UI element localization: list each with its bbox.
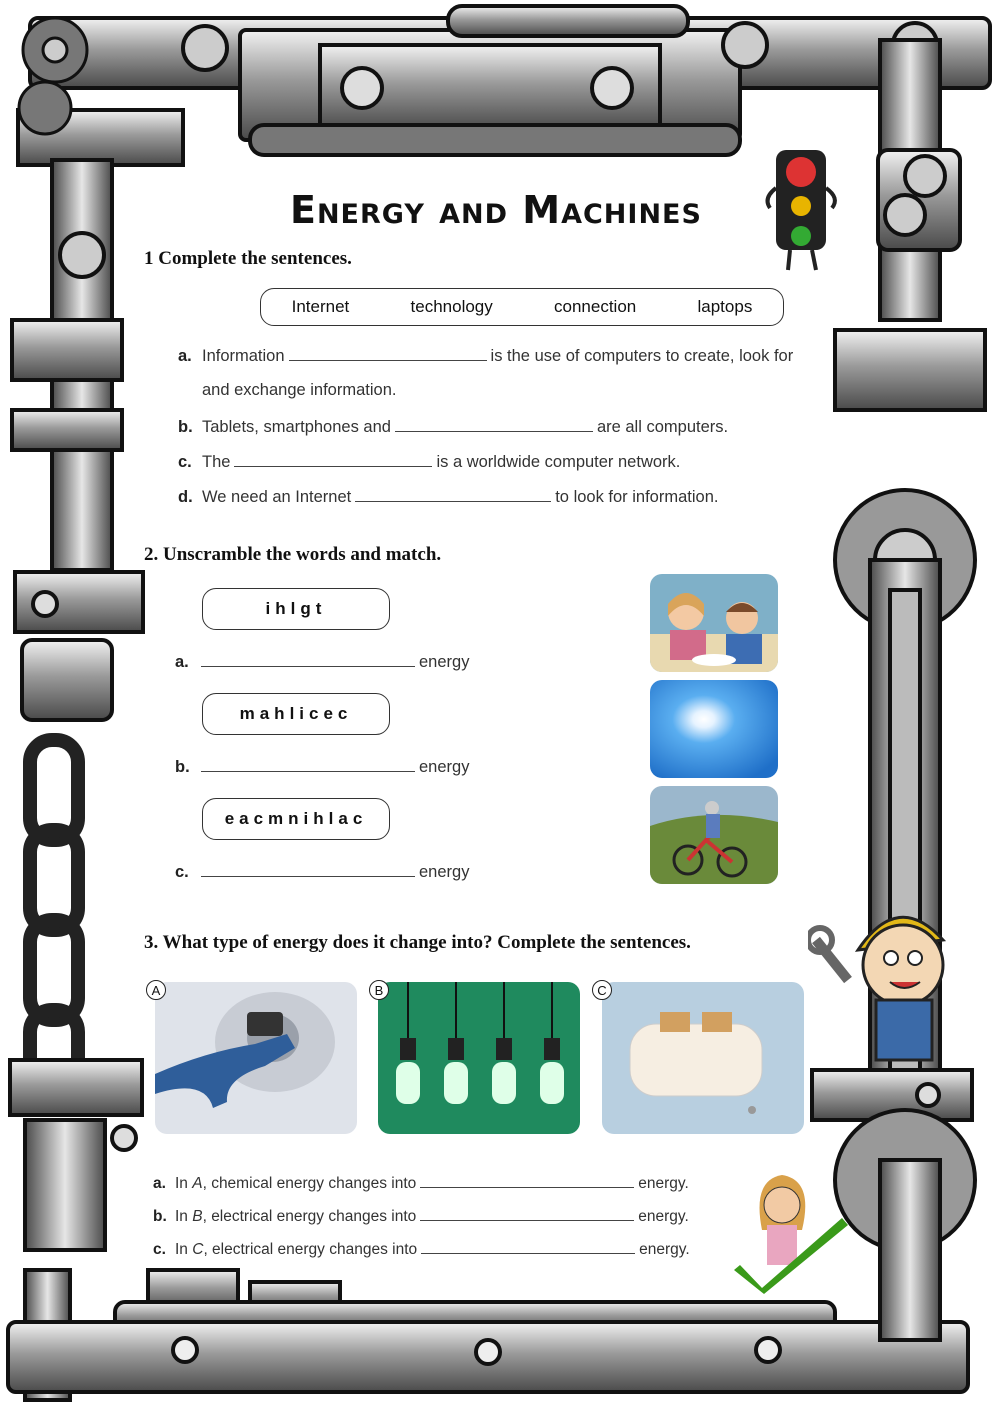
left-chain-decoration (30, 740, 78, 1110)
light-bulbs-photo[interactable] (378, 982, 580, 1134)
word-bank-item: laptops (697, 297, 753, 316)
unscramble-c: c. energy (175, 863, 470, 881)
scrambled-word-box: eacmnihlac (202, 798, 390, 840)
answer-blank[interactable] (289, 346, 487, 361)
word-bank (260, 288, 784, 326)
sentence-a-continuation: and exchange information. (202, 381, 397, 399)
worker-mascot-icon (808, 890, 968, 1070)
answer-blank[interactable] (234, 452, 432, 467)
section1-heading: 1 Complete the sentences. (144, 248, 352, 269)
section3-sentence-a: a. In A, chemical energy changes into energy. (153, 1175, 689, 1192)
left-arm-decoration (12, 110, 183, 720)
sentence-c: c. The is a worldwide computer network. (178, 453, 681, 471)
unscramble-b: b. energy (175, 758, 470, 776)
cyclist-photo[interactable] (650, 786, 778, 884)
answer-blank[interactable] (201, 757, 415, 772)
answer-blank[interactable] (395, 417, 593, 432)
sentence-a: a. Information is the use of computers to create, look for (178, 347, 794, 365)
section3-sentence-b: b. In B, electrical energy changes into energy. (153, 1208, 689, 1225)
answer-blank[interactable] (420, 1173, 634, 1188)
teacher-avatar-check-icon (732, 1170, 850, 1295)
fuel-pump-photo[interactable] (155, 982, 357, 1134)
page-title: Energy and Machines (290, 188, 702, 232)
answer-blank[interactable] (420, 1206, 634, 1221)
sentence-b: b. Tablets, smartphones and are all computers. (178, 418, 729, 436)
answer-blank[interactable] (201, 862, 415, 877)
section3-heading: 3. What type of energy does it change into? Complete the sentences. (144, 932, 691, 953)
children-eating-photo[interactable] (650, 574, 778, 672)
answer-blank[interactable] (355, 487, 551, 502)
section3-sentence-c: c. In C, electrical energy changes into energy. (153, 1241, 690, 1258)
answer-blank[interactable] (201, 652, 415, 667)
label-circle-c: C (592, 980, 612, 1000)
unscramble-a: a. energy (175, 653, 470, 671)
label-circle-b: B (369, 980, 389, 1000)
traffic-light-icon (758, 148, 848, 278)
word-bank-item: technology (410, 297, 493, 316)
word-bank-item: connection (554, 297, 637, 316)
word-bank-item: Internet (291, 297, 350, 316)
sentence-d: d. We need an Internet to look for information. (178, 488, 719, 506)
section2-heading: 2. Unscramble the words and match. (144, 544, 442, 565)
label-circle-a: A (146, 980, 166, 1000)
scrambled-word-box: mahlicec (202, 693, 390, 735)
scrambled-word-box: ihlgt (202, 588, 390, 630)
answer-blank[interactable] (421, 1239, 635, 1254)
toaster-photo[interactable] (602, 982, 804, 1134)
sun-photo[interactable] (650, 680, 778, 778)
